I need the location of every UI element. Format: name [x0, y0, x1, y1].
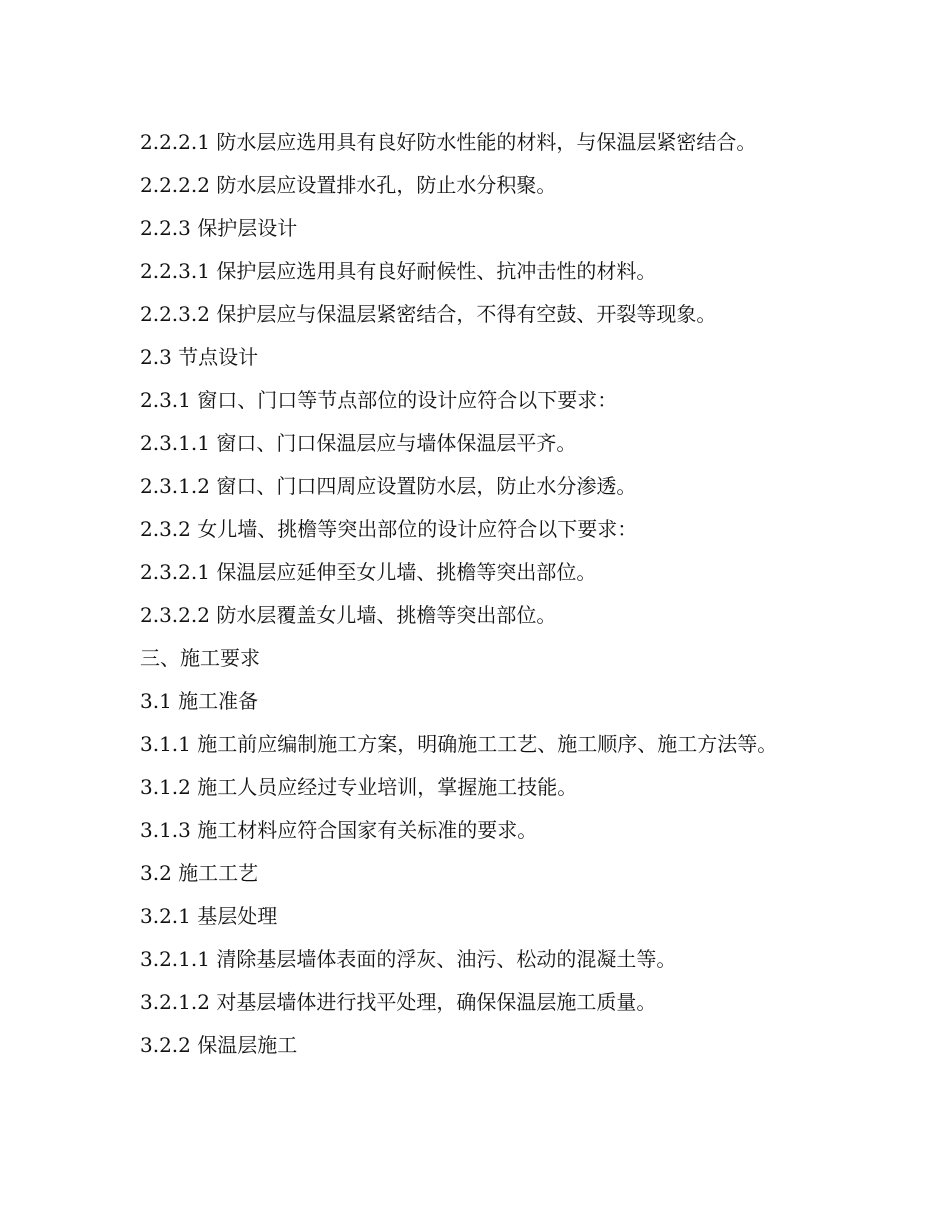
paragraph-3-1-1: 3.1.1 施工前应编制施工方案，明确施工工艺、施工顺序、施工方法等。	[140, 732, 778, 756]
heading-3-1: 3.1 施工准备	[140, 689, 259, 713]
section-heading-3: 三、施工要求	[140, 646, 260, 670]
paragraph-2-2-3-2: 2.2.3.2 保护层应与保温层紧密结合，不得有空鼓、开裂等现象。	[140, 302, 717, 326]
paragraph-2-2-2-1: 2.2.2.1 防水层应选用具有良好防水性能的材料，与保温层紧密结合。	[140, 130, 757, 154]
heading-3-2: 3.2 施工工艺	[140, 861, 259, 885]
paragraph-2-3-2-2: 2.3.2.2 防水层覆盖女儿墙、挑檐等突出部位。	[140, 603, 557, 627]
paragraph-2-3-1-2: 2.3.1.2 窗口、门口四周应设置防水层，防止水分渗透。	[140, 474, 637, 498]
heading-3-2-1: 3.2.1 基层处理	[140, 904, 278, 928]
heading-2-2-3: 2.2.3 保护层设计	[140, 216, 298, 240]
paragraph-3-2-1-1: 3.2.1.1 清除基层墙体表面的浮灰、油污、松动的混凝土等。	[140, 947, 677, 971]
document-page	[140, 132, 800, 1078]
heading-3-2-2: 3.2.2 保温层施工	[140, 1033, 298, 1057]
paragraph-3-2-1-2: 3.2.1.2 对基层墙体进行找平处理，确保保温层施工质量。	[140, 990, 657, 1014]
paragraph-2-3-2: 2.3.2 女儿墙、挑檐等突出部位的设计应符合以下要求：	[140, 517, 638, 541]
heading-2-3: 2.3 节点设计	[140, 345, 259, 369]
paragraph-3-1-3: 3.1.3 施工材料应符合国家有关标准的要求。	[140, 818, 538, 842]
paragraph-2-3-1-1: 2.3.1.1 窗口、门口保温层应与墙体保温层平齐。	[140, 431, 577, 455]
paragraph-2-3-1: 2.3.1 窗口、门口等节点部位的设计应符合以下要求：	[140, 388, 618, 412]
paragraph-2-2-2-2: 2.2.2.2 防水层应设置排水孔，防止水分积聚。	[140, 173, 557, 197]
paragraph-3-1-2: 3.1.2 施工人员应经过专业培训，掌握施工技能。	[140, 775, 578, 799]
paragraph-2-2-3-1: 2.2.3.1 保护层应选用具有良好耐候性、抗冲击性的材料。	[140, 259, 657, 283]
paragraph-2-3-2-1: 2.3.2.1 保温层应延伸至女儿墙、挑檐等突出部位。	[140, 560, 597, 584]
